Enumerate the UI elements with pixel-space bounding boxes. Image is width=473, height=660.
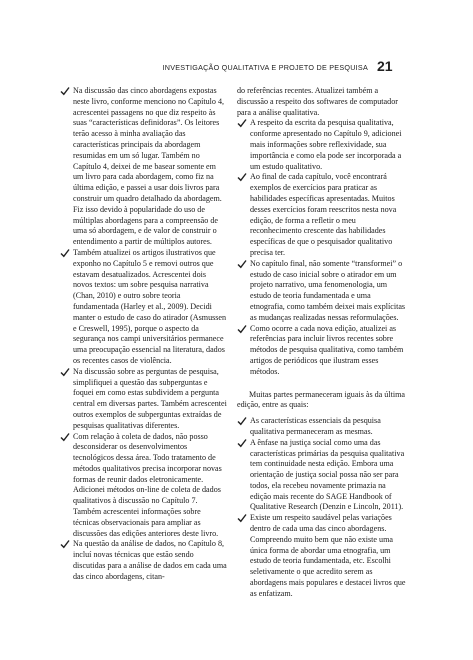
- running-head: INVESTIGAÇÃO QUALITATIVA E PROJETO DE PESQUISA: [162, 63, 368, 72]
- continued-text: do referências recentes. Atualizei também a discussão a respeito dos softwares de computador para a análise qualitativa.: [237, 86, 398, 117]
- checkmark-icon: [237, 118, 247, 128]
- checkmark-icon: [237, 513, 247, 523]
- checkmark-icon: [237, 259, 247, 269]
- checkmark-icon: [237, 324, 247, 334]
- list-item: Também atualizei os artigos ilustrativos que exponho no Capítulo 5 e removi outros que estavam desatualizados. Acrescentei dois novos textos: um sobre pesquisa narrativa (Chan, 2010) e outro sobre teoria fundamentada (Harley et al., 2009). Decidi manter o estudo de caso do atirador (Asmussen e Creswell, 1995), porque o aspecto da segurança nos campi universitários permanece uma preocupação essencial na literatura, dados os recentes casos de violência.: [60, 248, 227, 367]
- left-column: [60, 86, 227, 583]
- list-item: Existe um respeito saudável pelas variações dentro de cada uma das cinco abordagens. Compreendo muito bem que não existe uma única forma de abordar uma etnografia, um estudo de teoria fundamentada, etc. Escolhi seletivamente o que acredito serem as abordagens mais populares e destacei livros que as enfatizam.: [237, 513, 407, 599]
- checkmark-icon: [60, 248, 70, 258]
- checkmark-icon: [60, 432, 70, 442]
- list-item: Na questão da análise de dados, no Capítulo 8, incluí novas técnicas que estão sendo discutidas para a análise de dados em cada uma das cinco abordagens, citan-: [60, 539, 227, 582]
- list-item: No capítulo final, não somente “transformei” o estudo de caso inicial sobre o atirador em um projeto narrativo, uma fenomenologia, um estudo de teoria fundamentada e uma etnografia, como também deixei mais explícitas as mudanças realizadas nessas reformulações.: [237, 259, 407, 324]
- list-item: A ênfase na justiça social como uma das características primárias da pesquisa qualitativa tem continuidade nesta edição. Embora uma orientação de justiça social possa não ser para todos, ela recebeu novamente primazia na edição mais recente do SAGE Handbook of Qualitative Research (Denzin e Lincoln, 2011).: [237, 438, 407, 514]
- checkmark-icon: [237, 416, 247, 426]
- right-column: [237, 86, 407, 600]
- list-item: Ao final de cada capítulo, você encontrará exemplos de exercícios para praticar as habilidades específicas apresentadas. Muitos desses exercícios foram reescritos nesta nova edição, de forma a refletir o meu reconhecimento crescente das habilidades específicas de que o pesquisador qualitativo precisa ter.: [237, 172, 407, 258]
- list-item: A respeito da escrita da pesquisa qualitativa, conforme apresentado no Capítulo 9, adicionei mais informações sobre reflexividade, sua importância e como ela pode ser incorporada a um estudo qualitativo.: [237, 118, 407, 172]
- list-item: Como ocorre a cada nova edição, atualizei as referências para incluir livros recentes sobre métodos de pesquisa qualitativa, como também artigos de periódicos que ilustram esses métodos.: [237, 324, 407, 378]
- checkmark-icon: [237, 438, 247, 448]
- page-header: [0, 58, 473, 75]
- checkmark-icon: [237, 172, 247, 182]
- page-number: 21: [377, 58, 393, 74]
- list-item: Na discussão sobre as perguntas de pesquisa, simplifiquei a questão das subperguntas e foquei em como estas subdividem a pergunta central em diversas partes. Também acrescentei outros exemplos de subperguntas extraídas de pesquisas qualitativas diferentes.: [60, 367, 227, 432]
- list-item: Com relação à coleta de dados, não posso desconsiderar os desenvolvimentos tecnológicos dessa área. Todo tratamento de métodos qualitativos precisa incorporar novas formas de reunir dados eletronicamente. Adicionei métodos on-line de coleta de dados qualitativos à discussão no Capítulo 7. Também acrescentei informações sobre técnicas observacionais para ampliar as discussões das edições anteriores deste livro.: [60, 432, 227, 540]
- body-paragraph: Muitas partes permaneceram iguais às da última edição, entre as quais:: [237, 389, 405, 410]
- checkmark-icon: [60, 86, 70, 96]
- checkmark-icon: [60, 539, 70, 549]
- checkmark-icon: [60, 367, 70, 377]
- list-item: Na discussão das cinco abordagens expostas neste livro, conforme menciono no Capítulo 4, acrescentei passagens no que diz respeito às suas “características definidoras”. Os leitores terão acesso à minha avaliação das características principais da abordagem resumidas em um só lugar. Também no Capítulo 4, deixei de me basear somente em um livro para cada abordagem, como fiz na última edição, e passei a usar dois livros para construir um quadro detalhado da abordagem. Fiz isso devido à popularidade do uso de múltiplas abordagens para a compreensão de uma só abordagem, e de valor de construir o entendimento a partir de múltiplos autores.: [60, 86, 227, 248]
- list-item: As características essenciais da pesquisa qualitativa permaneceram as mesmas.: [237, 416, 407, 438]
